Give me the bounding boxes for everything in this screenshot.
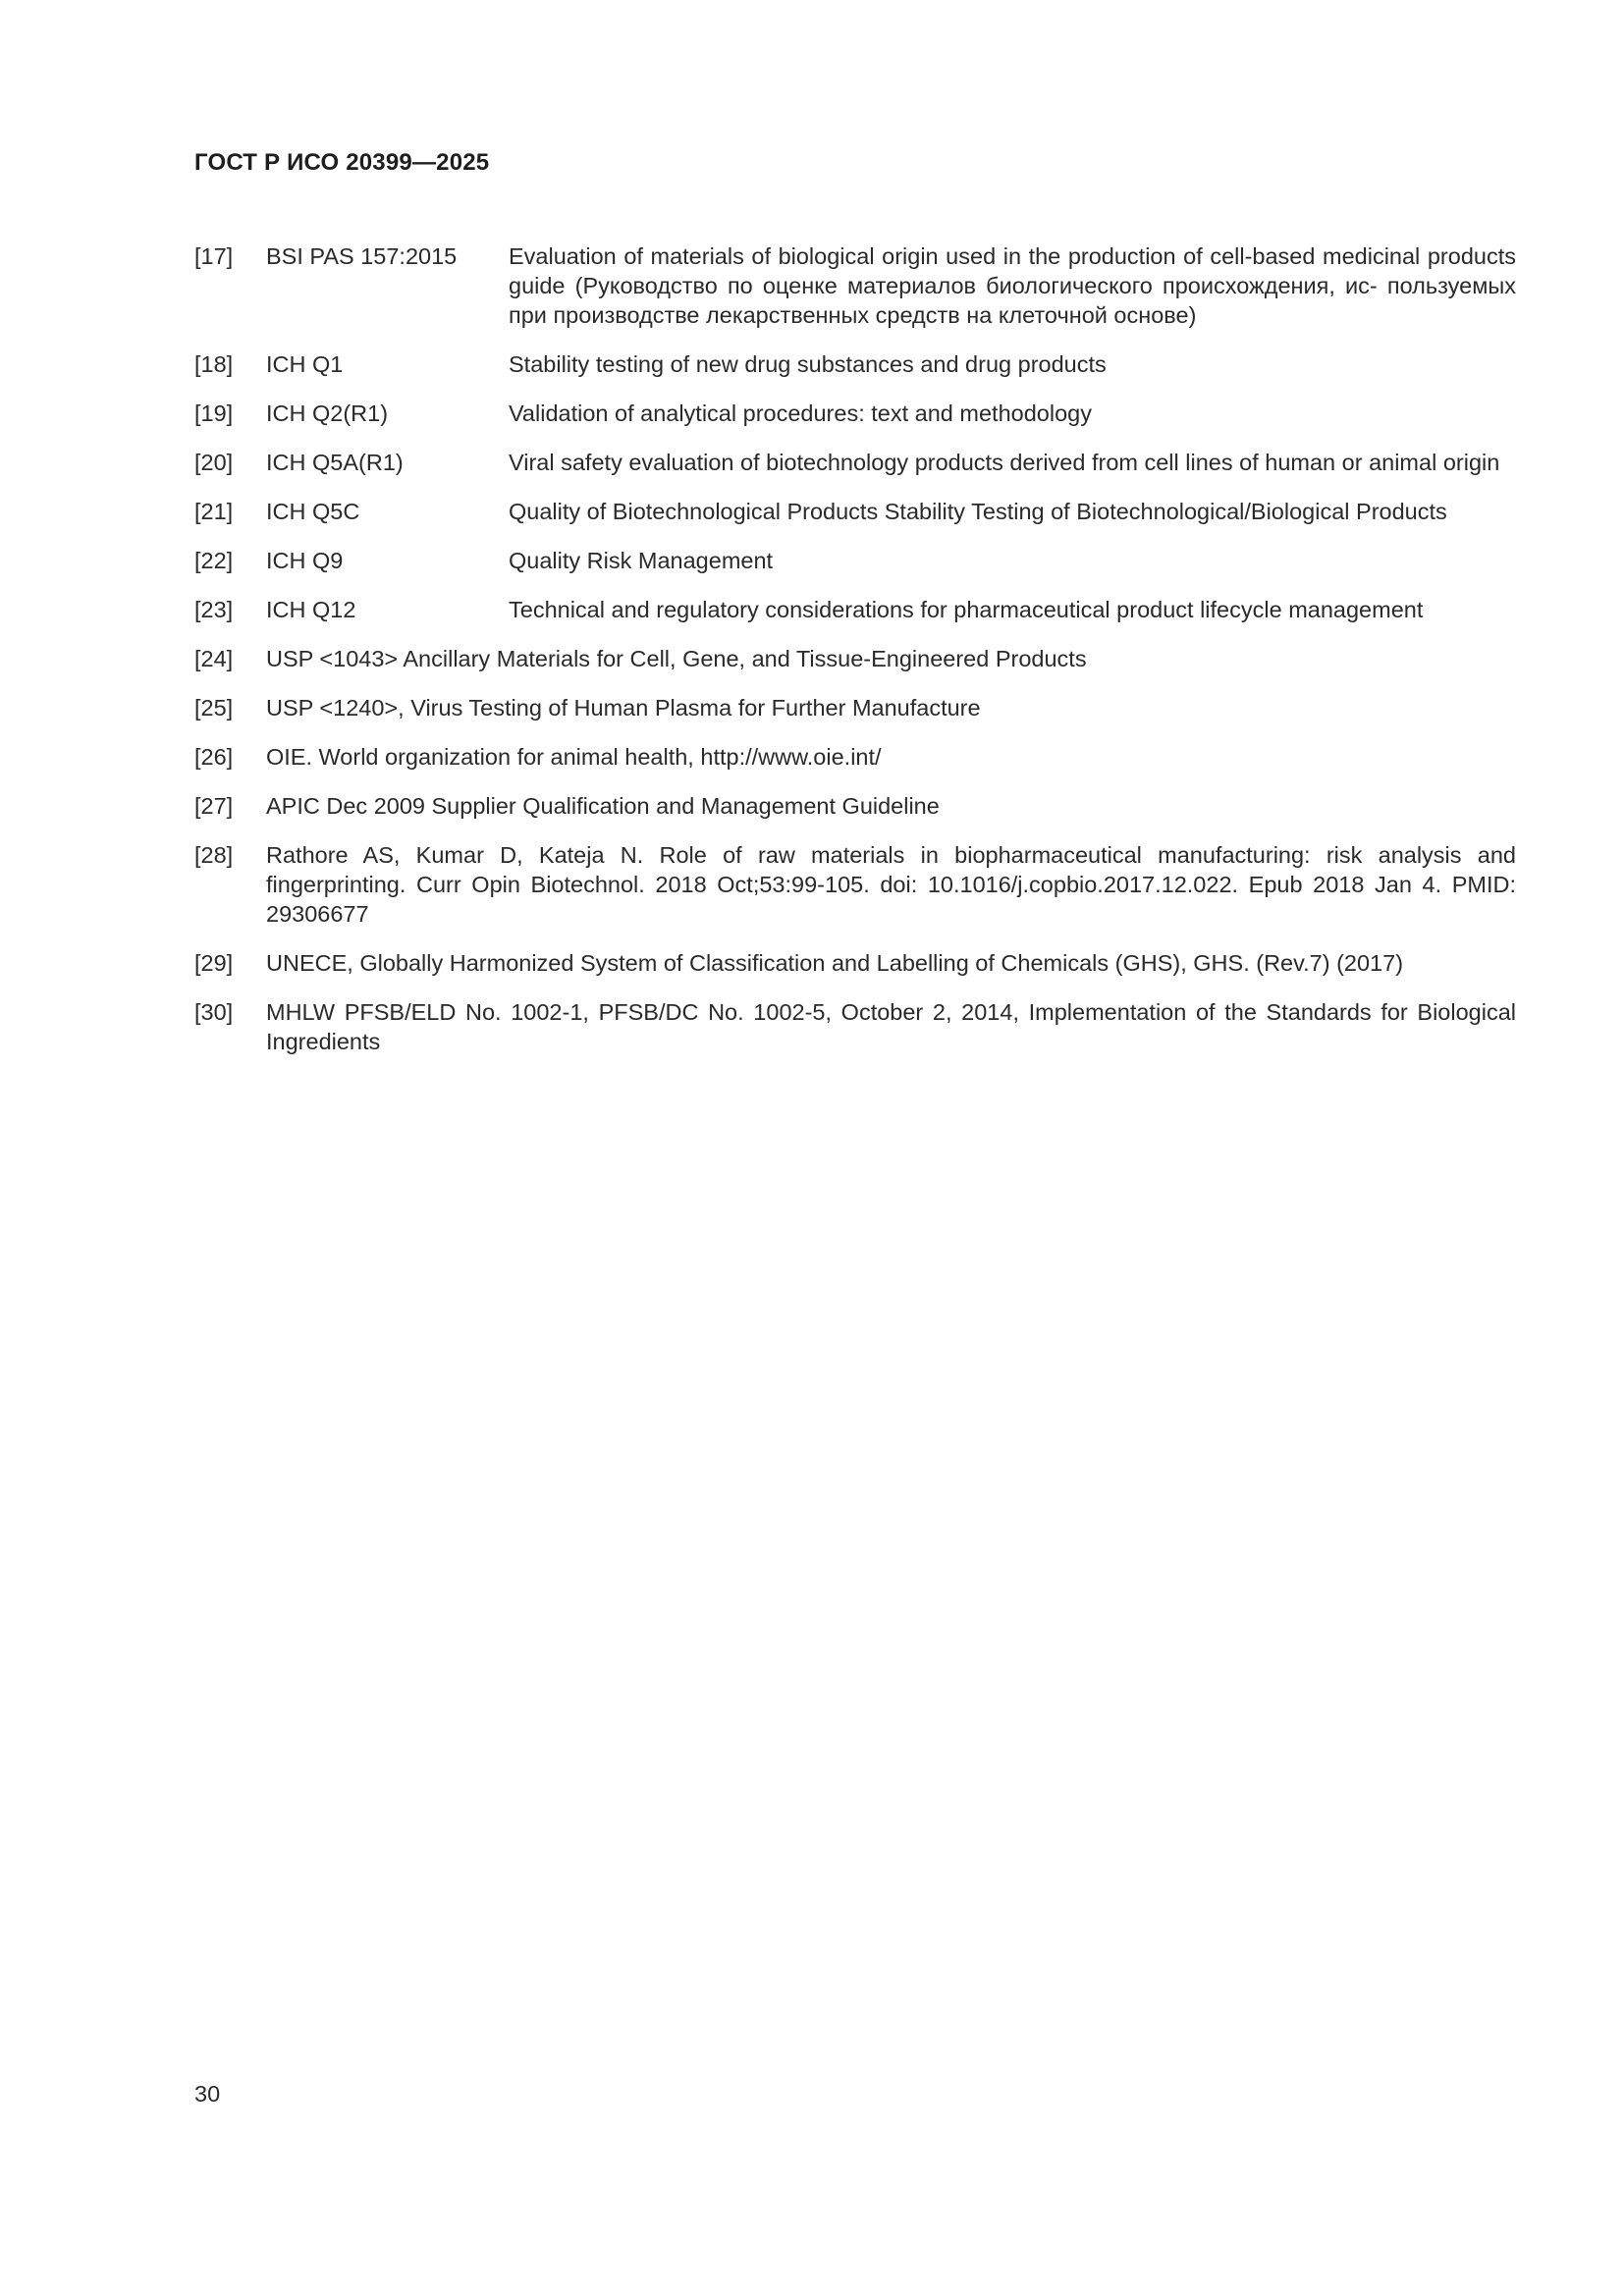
reference-entry [194, 742, 1516, 772]
reference-number: [17] [194, 243, 234, 269]
reference-title: Quality Risk Management [509, 548, 774, 573]
reference-number: [22] [194, 548, 234, 573]
reference-number: [20] [194, 450, 234, 475]
reference-entry [194, 791, 1516, 821]
reference-entry [194, 997, 1516, 1056]
reference-title: UNECE, Globally Harmonized System of Classification and Labelling of Chemicals (GHS), GHS. (Rev.7) (2017) [266, 950, 1404, 976]
reference-code: ICH Q12 [266, 597, 356, 622]
reference-title: USP <1240>, Virus Testing of Human Plasma for Further Manufacture [266, 695, 981, 721]
reference-entry [194, 644, 1516, 673]
reference-number: [19] [194, 400, 234, 426]
reference-title: USP <1043> Ancillary Materials for Cell, Gene, and Tissue-Engineered Products [266, 646, 1087, 671]
document-header: ГОСТ Р ИСО 20399—2025 [194, 149, 490, 176]
reference-entry [194, 840, 1516, 929]
reference-code: ICH Q9 [266, 548, 344, 573]
reference-title: APIC Dec 2009 Supplier Qualification and Management Guideline [266, 793, 940, 819]
reference-number: [28] [194, 842, 234, 868]
reference-entry [194, 497, 1516, 526]
reference-number: [29] [194, 950, 234, 976]
reference-number: [21] [194, 499, 234, 524]
reference-code: BSI PAS 157:2015 [266, 243, 458, 269]
reference-number: [18] [194, 351, 234, 377]
reference-code: ICH Q5C [266, 499, 360, 524]
reference-title: Validation of analytical procedures: text and methodology [509, 400, 1092, 426]
reference-number: [25] [194, 695, 234, 721]
reference-entry [194, 948, 1516, 978]
reference-title: Evaluation of materials of biological origin used in the production of cell-based medicinal products guide (Руководство по оценке материалов биологического происхождения, ис- пользуемых при производстве лекарственных средств на клеточной основе) [509, 243, 1516, 328]
reference-entry [194, 241, 1516, 330]
reference-number: [23] [194, 597, 234, 622]
reference-number: [24] [194, 646, 234, 671]
reference-number: [27] [194, 793, 234, 819]
reference-entry [194, 595, 1516, 624]
reference-title: Technical and regulatory considerations for pharmaceutical product lifecycle management [509, 597, 1424, 622]
reference-title: OIE. World organization for animal health, http://www.oie.int/ [266, 744, 882, 770]
page-number: 30 [194, 2081, 221, 2107]
reference-entry [194, 399, 1516, 428]
reference-title: Stability testing of new drug substances and drug products [509, 351, 1107, 377]
reference-number: [26] [194, 744, 234, 770]
reference-title: Quality of Biotechnological Products Stability Testing of Biotechnological/Biological Products [509, 499, 1447, 524]
reference-number: [30] [194, 999, 234, 1025]
reference-entry [194, 349, 1516, 379]
reference-entry [194, 448, 1516, 477]
reference-code: ICH Q1 [266, 351, 344, 377]
reference-title: MHLW PFSB/ELD No. 1002-1, PFSB/DC No. 1002-5, October 2, 2014, Implementation of the Standards for Biological Ingredients [266, 999, 1516, 1054]
reference-code: ICH Q5A(R1) [266, 450, 404, 475]
reference-entry [194, 693, 1516, 722]
reference-code: ICH Q2(R1) [266, 400, 389, 426]
reference-entry [194, 546, 1516, 575]
reference-title: Viral safety evaluation of biotechnology products derived from cell lines of human or animal origin [509, 450, 1500, 475]
bibliography-list [194, 241, 1516, 1076]
reference-title: Rathore AS, Kumar D, Kateja N. Role of raw materials in biopharmaceutical manufacturing: risk analysis and fingerprinting. Curr Opin Biotechnol. 2018 Oct;53:99-105. doi: 10.1016/j.copbio.2017.12.022. Epub 2018 Jan 4. PMID: 29306677 [266, 842, 1516, 927]
